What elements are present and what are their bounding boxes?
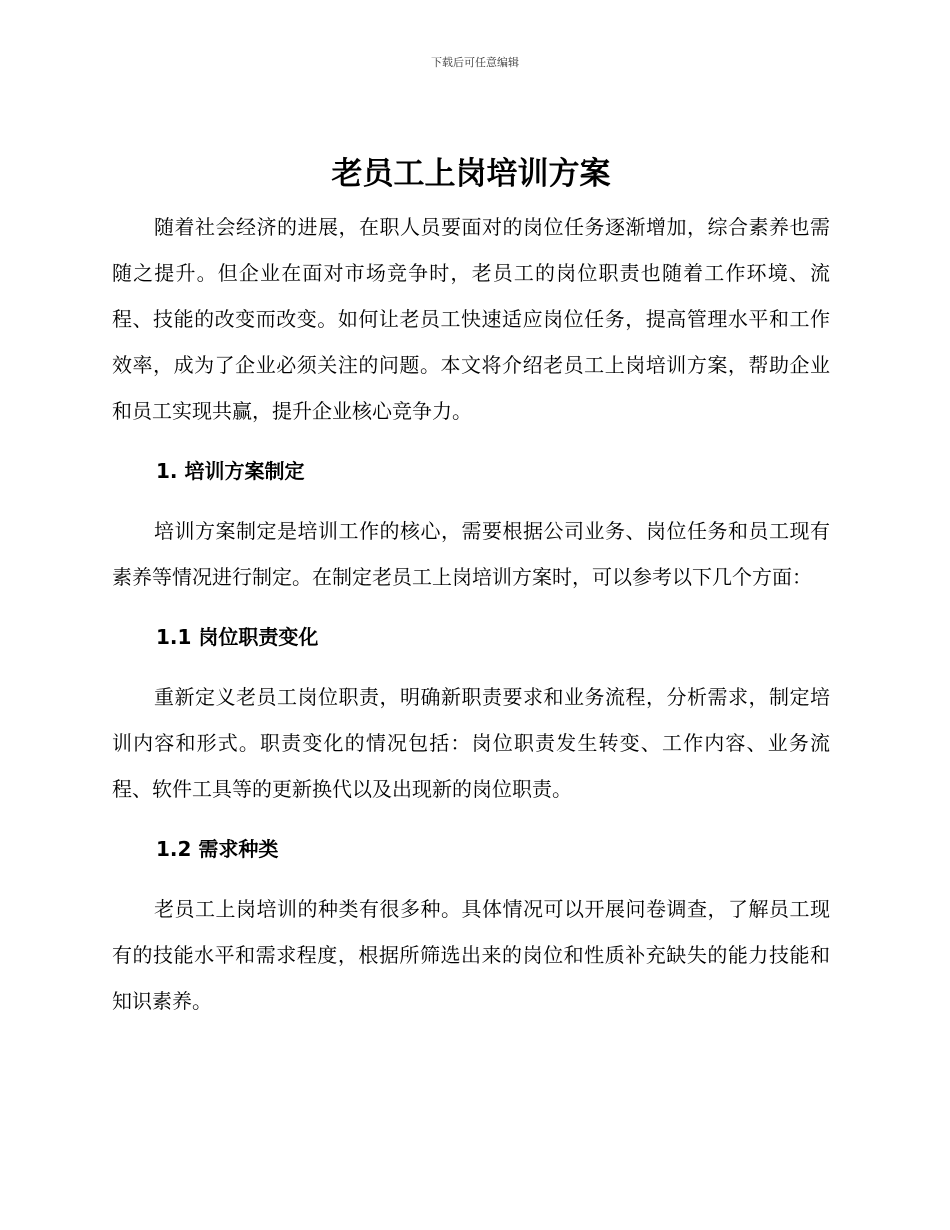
- spacer: [112, 600, 830, 614]
- spacer: [112, 494, 830, 508]
- spacer: [112, 660, 830, 674]
- page-header-note: 下载后可任意编辑: [431, 56, 519, 69]
- spacer: [112, 812, 830, 826]
- spacer: [112, 434, 830, 448]
- section-1-1-paragraph: 重新定义老员工岗位职责，明确新职责要求和业务流程，分析需求，制定培训内容和形式。职责变化的情况包括：岗位职责发生转变、工作内容、业务流程、软件工具等的更新换代以及出现新的岗位职责。: [112, 685, 830, 801]
- intro-paragraph: 随着社会经济的进展，在职人员要面对的岗位任务逐渐增加，综合素养也需随之提升。但企业在面对市场竞争时，老员工的岗位职责也随着工作环境、流程、技能的改变而改变。如何让老员工快速适应岗位任务，提高管理水平和工作效率，成为了企业必须关注的问题。本文将介绍老员工上岗培训方案，帮助企业和员工实现共赢，提升企业核心竞争力。: [112, 215, 830, 423]
- section-1-1-heading: 1.1 岗位职责变化: [156, 625, 319, 649]
- section-1-heading: 1. 培训方案制定: [156, 459, 305, 483]
- section-1-2-heading: 1.2 需求种类: [156, 837, 279, 861]
- document-body: [112, 148, 830, 1024]
- section-1-2-paragraph: 老员工上岗培训的种类有很多种。具体情况可以开展问卷调查，了解员工现有的技能水平和需求程度，根据所筛选出来的岗位和性质补充缺失的能力技能和知识素养。: [112, 897, 830, 1013]
- spacer: [112, 872, 830, 886]
- document-title: 老员工上岗培训方案: [331, 156, 611, 192]
- section-1-paragraph: 培训方案制定是培训工作的核心，需要根据公司业务、岗位任务和员工现有素养等情况进行制定。在制定老员工上岗培训方案时，可以参考以下几个方面：: [112, 519, 830, 589]
